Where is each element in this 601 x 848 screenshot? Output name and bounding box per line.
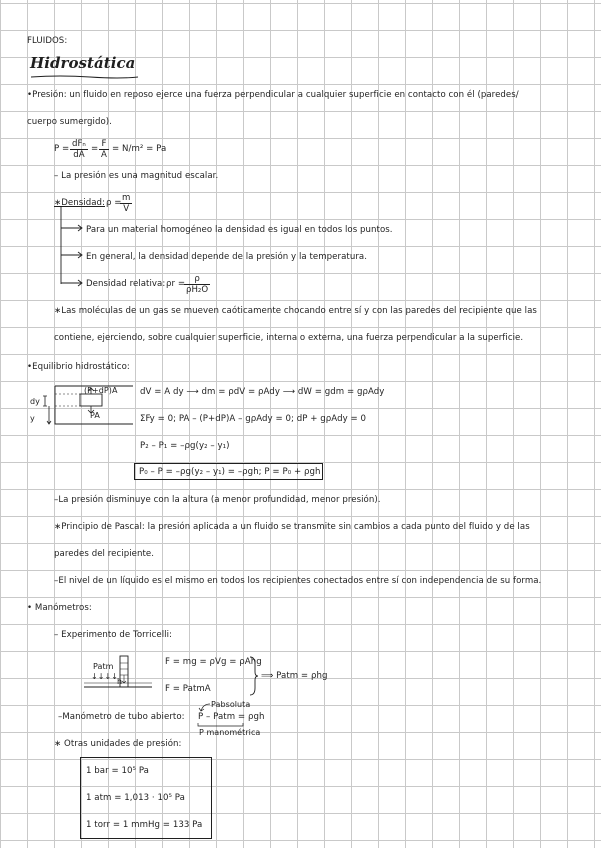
presion-definition-line2: cuerpo sumergido). xyxy=(27,117,112,127)
equilibrio-eq1: dV = A dy ⟶ dm = ρdV = ρAdy ⟶ dW = gdm = gρAdy xyxy=(140,387,385,397)
equilibrio-eq3: P₂ – P₁ = –ρg(y₂ – y₁) xyxy=(140,441,230,451)
presion-eq-frac1-num: dFₙ xyxy=(72,139,86,149)
equilibrio-eq2: ΣFy = 0; PA – (P+dP)A – gρAdy = 0; dP + gρAdy = 0 xyxy=(140,414,367,424)
equilibrio-eq4: P₀ – P = –ρg(y₂ – y₁) = –ρgh; P = P₀ + ρgh xyxy=(139,467,321,477)
presion-escalar-note: – La presión es una magnitud escalar. xyxy=(54,171,219,181)
fig-label-bottom-force: PA xyxy=(90,411,100,420)
abierto-absoluta-label: Pabsoluta xyxy=(211,700,251,709)
presion-eq-rhs: = N/m² = Pa xyxy=(112,144,167,154)
densidad-eq-lhs: ρ = xyxy=(106,198,122,208)
densidad-label: ∗Densidad: xyxy=(54,198,105,208)
densidad-bracket xyxy=(60,206,90,286)
title-underline xyxy=(30,75,140,79)
fig-label-top-force: (P+dP)A xyxy=(84,386,118,395)
abierto-label: –Manómetro de tubo abierto: xyxy=(58,712,185,722)
densidad-relativa-frac xyxy=(184,274,210,295)
presion-definition-line1: •Presión: un fluido en reposo ejerce una fuerza perpendicular a cualquier superficie en contacto con él (paredes/ xyxy=(27,90,519,100)
torricelli-eq-b: F = PatmA xyxy=(165,684,211,694)
presion-eq-lhs: P = xyxy=(54,144,70,154)
abierto-manometrica-label: P manométrica xyxy=(199,728,261,737)
torricelli-eq-a: F = mg = ρVg = ρAhg xyxy=(165,657,262,667)
fig-label-dy: dy xyxy=(30,397,40,406)
section-header: FLUIDOS: xyxy=(27,36,68,46)
otras-unidades-heading: ∗ Otras unidades de presión: xyxy=(54,739,182,749)
presion-eq-frac2-den: A xyxy=(101,150,107,160)
equilibrio-heading: •Equilibrio hidrostático: xyxy=(27,362,130,372)
presion-eq-frac2 xyxy=(99,139,109,160)
presion-eq-equal: = xyxy=(91,144,99,154)
presion-eq-frac2-num: F xyxy=(99,139,109,150)
pascal-line1: ∗Principio de Pascal: la presión aplicada a un fluido se transmite sin cambios a cada punto del fluido y de las xyxy=(54,522,530,532)
densidad-item-homogeneo: Para un material homogéneo la densidad es igual en todos los puntos. xyxy=(86,225,393,235)
densidad-relativa-label: Densidad relativa: xyxy=(86,279,166,289)
torricelli-h-label: h xyxy=(117,677,123,686)
densidad-item-general: En general, la densidad depende de la presión y la temperatura. xyxy=(86,252,368,262)
densidad-eq-frac xyxy=(120,193,132,214)
unidad-torr: 1 torr = 1 mmHg = 133 Pa xyxy=(86,820,203,830)
abierto-absoluta-arrow xyxy=(199,702,211,712)
torricelli-heading: – Experimento de Torricelli: xyxy=(54,630,172,640)
torricelli-arrows: ↓↓↓↓ xyxy=(91,672,119,681)
torricelli-brace xyxy=(249,656,259,696)
unidad-atm: 1 atm = 1,013 · 10⁵ Pa xyxy=(86,793,185,803)
fig-label-y: y xyxy=(30,414,35,423)
manometros-heading: • Manómetros: xyxy=(27,603,92,613)
pascal-line2: paredes del recipiente. xyxy=(54,549,155,559)
densidad-relativa-num: ρ xyxy=(184,274,210,285)
gas-note-line1: ∗Las moléculas de un gas se mueven caóticamente chocando entre sí y con las paredes del recipiente que las xyxy=(54,306,537,316)
gas-note-line2: contiene, ejerciendo, sobre cualquier superficie, interna o externa, una fuerza perpendicular a la superficie. xyxy=(54,333,524,343)
densidad-relativa-lhs: ρr = xyxy=(166,279,186,289)
presion-altura-note: –La presión disminuye con la altura (a menor profundidad, menor presión). xyxy=(54,495,381,505)
torricelli-patm-label: Patm xyxy=(93,662,114,671)
presion-eq-frac1-den: dA xyxy=(73,150,85,160)
presion-eq-frac1 xyxy=(70,139,88,160)
page-title: Hidrostática xyxy=(30,54,136,72)
densidad-eq-num: m xyxy=(122,193,131,203)
densidad-relativa-den: ρH₂O xyxy=(186,285,209,295)
nivel-liquido-note: –El nivel de un líquido es el mismo en todos los recipientes conectados entre sí con independencia de su forma. xyxy=(54,576,542,586)
densidad-eq-den: V xyxy=(123,204,130,214)
abierto-equation: P – Patm = ρgh xyxy=(198,712,265,722)
torricelli-result: ⟹ Patm = ρhg xyxy=(261,671,328,681)
unidad-bar: 1 bar = 10⁵ Pa xyxy=(86,766,149,776)
